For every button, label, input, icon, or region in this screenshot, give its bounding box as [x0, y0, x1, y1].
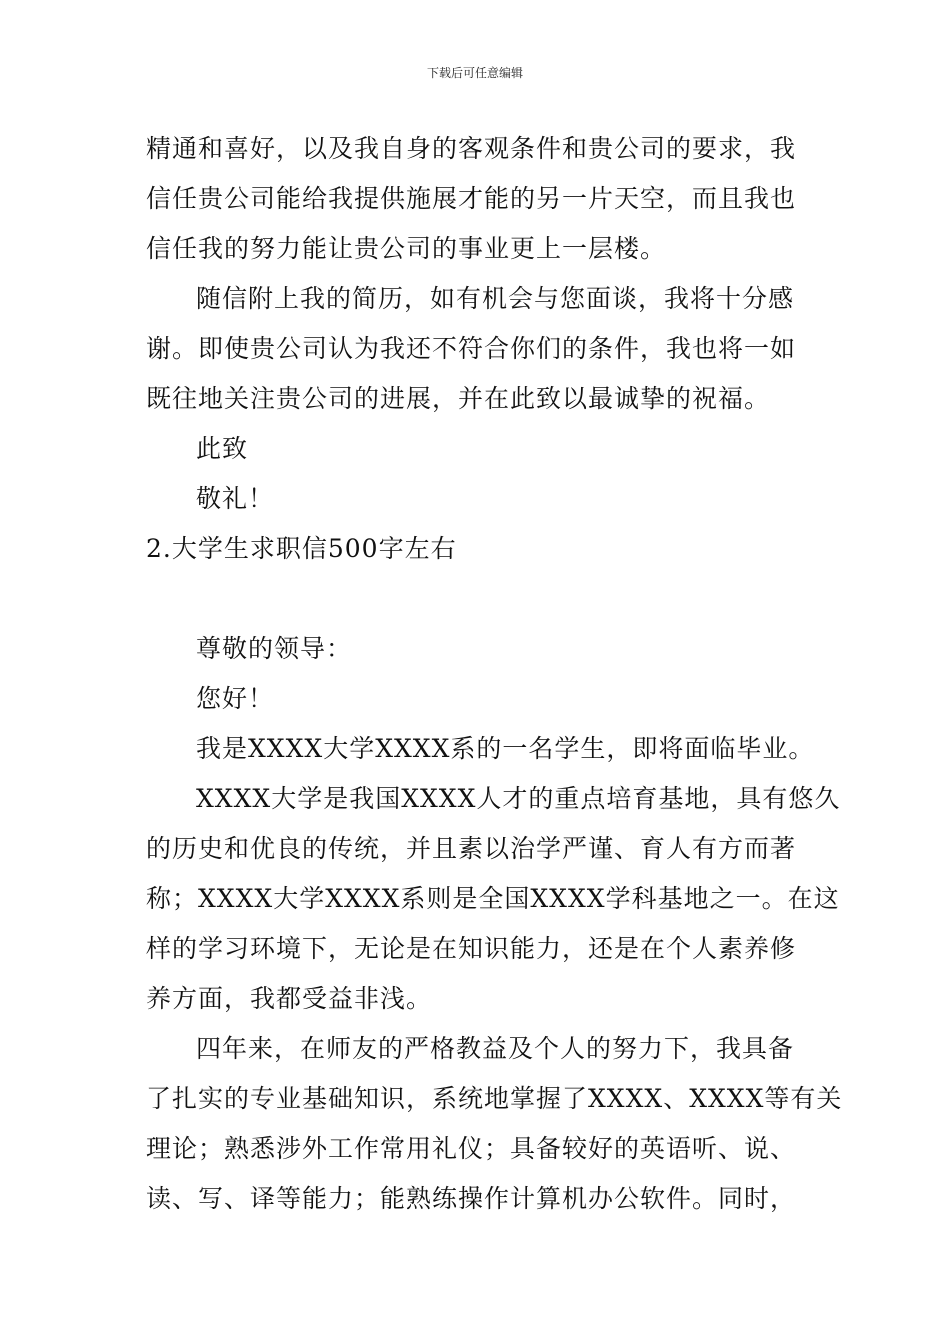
text-line: 四年来，在师友的严格教益及个人的努力下，我具备 — [196, 1034, 795, 1063]
text-line: 我是XXXX大学XXXX系的一名学生，即将面临毕业。 — [196, 734, 815, 763]
text-line: 称；XXXX大学XXXX系则是全国XXXX学科基地之一。在这 — [146, 884, 840, 913]
letter-salutation: 尊敬的领导： — [196, 634, 353, 663]
text-line: 既往地关注贵公司的进展，并在此致以最诚挚的祝福。 — [146, 384, 771, 413]
text-line: 样的学习环境下，无论是在知识能力，还是在个人素养修 — [146, 934, 797, 963]
text-line: 精通和喜好，以及我自身的客观条件和贵公司的要求，我 — [146, 134, 797, 163]
text-line: 谢。即使贵公司认为我还不符合你们的条件，我也将一如 — [146, 334, 797, 363]
text-line: 了扎实的专业基础知识，系统地掌握了XXXX、XXXX等有关 — [146, 1084, 843, 1113]
text-line: 读、写、译等能力；能熟练操作计算机办公软件。同时， — [146, 1184, 797, 1213]
text-line: 养方面，我都受益非浅。 — [146, 984, 433, 1013]
text-line: 随信附上我的简历，如有机会与您面谈，我将十分感 — [196, 284, 795, 313]
text-line: 的历史和优良的传统，并且素以治学严谨、育人有方而著 — [146, 834, 797, 863]
closing-salutation: 此致 — [196, 434, 249, 463]
text-line: 信任贵公司能给我提供施展才能的另一片天空，而且我也 — [146, 184, 797, 213]
text-line: XXXX大学是我国XXXX人才的重点培育基地，具有悠久 — [196, 784, 841, 813]
section-heading: 2.大学生求职信500字左右 — [146, 534, 457, 563]
page-header: 下载后可任意编辑 — [426, 66, 523, 80]
letter-greeting: 您好！ — [196, 684, 275, 713]
text-line: 信任我的努力能让贵公司的事业更上一层楼。 — [146, 234, 667, 263]
closing-regards: 敬礼！ — [196, 484, 275, 513]
text-line: 理论；熟悉涉外工作常用礼仪；具备较好的英语听、说、 — [146, 1134, 797, 1163]
